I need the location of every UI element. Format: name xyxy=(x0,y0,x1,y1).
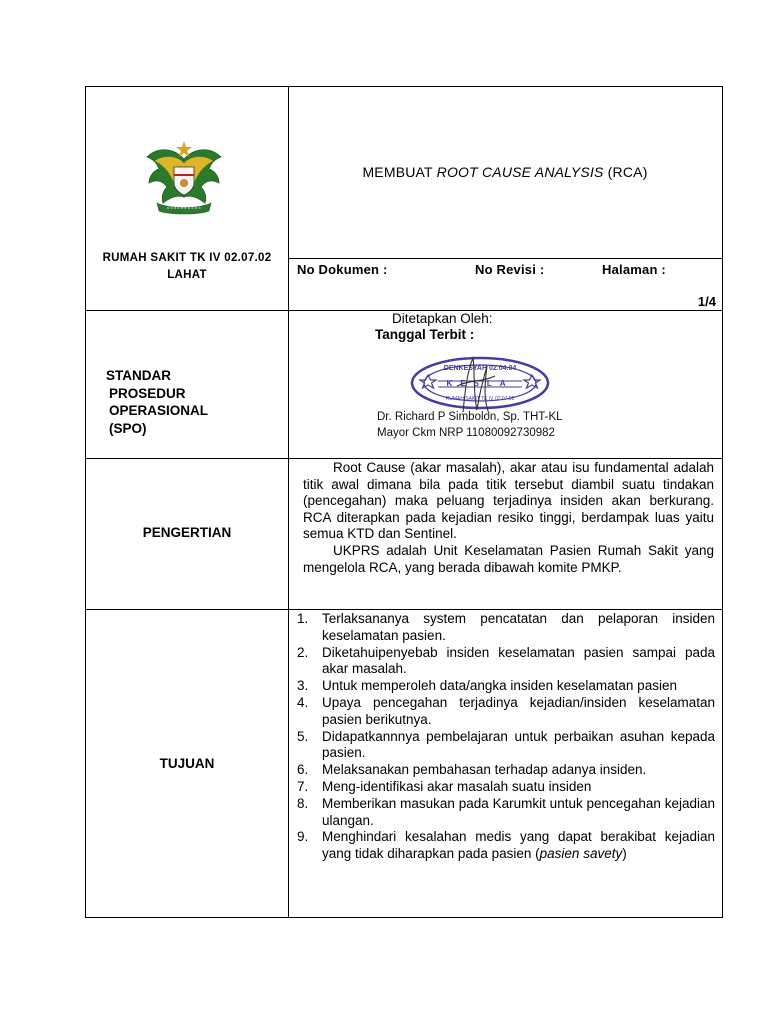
page-label: Halaman : xyxy=(602,262,666,277)
hospital-emblem-logo xyxy=(143,137,225,217)
official-signatory xyxy=(377,409,563,441)
spo-line-1: STANDAR xyxy=(106,368,171,383)
title-suffix: (RCA) xyxy=(603,164,648,180)
established-by-label: Ditetapkan Oleh: xyxy=(392,311,493,326)
list-item: 9. Menghindari kesalahan medis yang dapat berakibat kejadian yang tidak diharapkan pada pasien (pasien savety) xyxy=(297,829,715,862)
title-prefix: MEMBUAT xyxy=(362,164,437,180)
list-item: 7. Meng-identifikasi akar masalah suatu insiden xyxy=(297,778,592,794)
stamp-top-text: DENKESYAH 02.04.04 xyxy=(443,365,517,372)
list-item: 2. Diketahuipenyebab insiden keselamatan pasien sampai pada akar masalah. xyxy=(297,644,715,677)
stamp-center-text: KESLA xyxy=(446,379,514,388)
pengertian-paragraph-1: Root Cause (akar masalah), akar atau isu fundamental adalah titik awal dimana bila pada titik tersebut diambil suatu tindakan (pencegahan) maka peluang terjadinya insiden akan berkurang. RCA diterapkan pada kejadian resiko tinggi, berdampak luas yaitu semua KTD dan Sentinel. xyxy=(303,460,714,542)
row-divider-pengertian xyxy=(85,609,723,610)
issue-date-label: Tanggal Terbit : xyxy=(375,327,475,342)
document-title xyxy=(290,164,720,180)
tujuan-label: TUJUAN xyxy=(159,756,215,771)
pengertian-text xyxy=(303,460,714,576)
page-value: 1/4 xyxy=(697,294,716,309)
list-item: 8. Memberikan masukan pada Karumkit untuk pencegahan kejadian ulangan. xyxy=(297,795,715,828)
title-italic: ROOT CAUSE ANALYSIS xyxy=(436,164,604,180)
row-divider-title xyxy=(288,258,723,259)
pengertian-label: PENGERTIAN xyxy=(142,525,232,540)
hospital-name: RUMAH SAKIT TK IV 02.07.02 LAHAT xyxy=(102,252,272,281)
spo-label xyxy=(106,367,208,437)
stamp-bottom-text: RUMAH SAKIT TK IV 02.07.02 xyxy=(445,396,515,402)
official-name: Dr. Richard P Simbolon, Sp. THT-KL xyxy=(377,411,563,423)
pengertian-paragraph-2: UKPRS adalah Unit Keselamatan Pasien Rumah Sakit yang mengelola RCA, yang berada dibawah komite PMKP. xyxy=(303,542,714,575)
spo-line-4: (SPO) xyxy=(109,420,147,436)
list-item: 4. Upaya pencegahan terjadinya kejadian/insiden keselamatan pasien berikutnya. xyxy=(297,694,715,727)
doc-number-label: No Dokumen : xyxy=(297,262,388,277)
official-rank: Mayor Ckm NRP 11080092730982 xyxy=(377,427,555,439)
revision-label: No Revisi : xyxy=(475,262,545,277)
list-item: 6. Melaksanakan pembahasan terhadap adanya insiden. xyxy=(297,762,647,778)
list-item: 5. Didapatkannnya pembelajaran untuk perbaikan asuhan kepada pasien. xyxy=(297,728,715,761)
spo-line-3: OPERASIONAL xyxy=(109,403,209,418)
list-item: 3. Untuk memperoleh data/angka insiden keselamatan pasien xyxy=(297,678,677,694)
row-divider-spo xyxy=(85,458,723,459)
list-item: 1. Terlaksananya system pencatatan dan pelaporan insiden keselamatan pasien. xyxy=(297,611,715,643)
spo-line-2: PROSEDUR xyxy=(109,385,186,401)
column-divider xyxy=(288,86,289,918)
tujuan-list xyxy=(297,611,715,863)
